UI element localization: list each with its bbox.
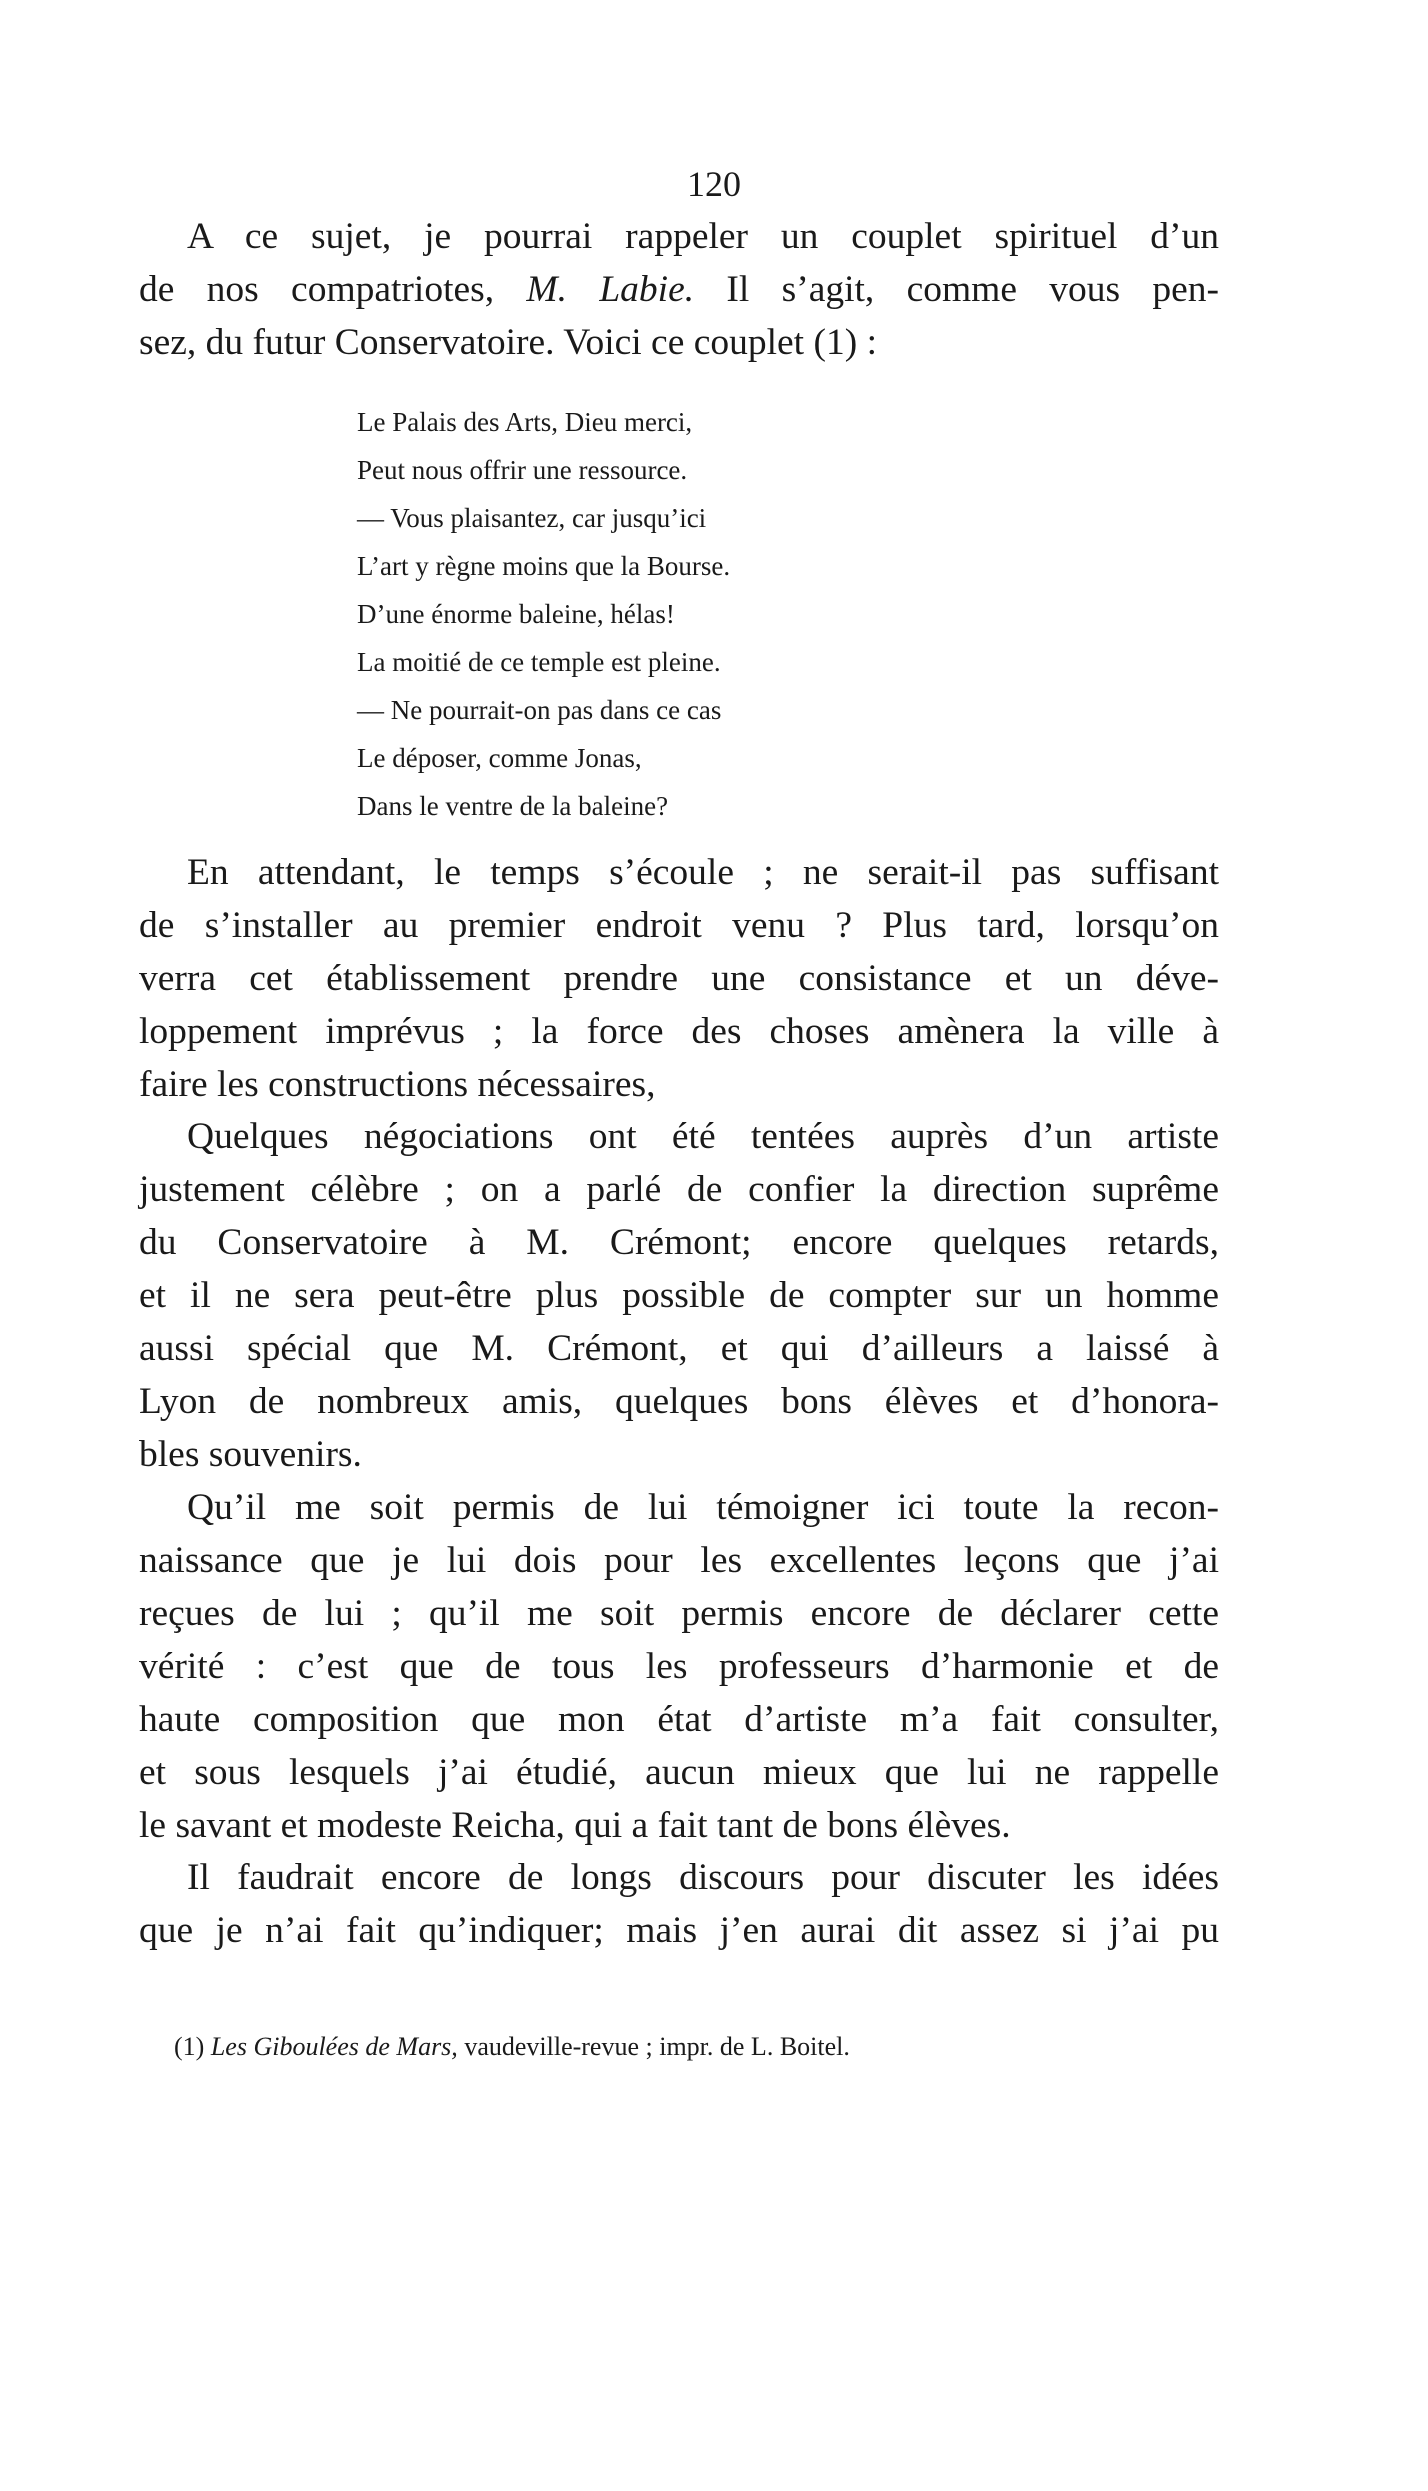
verse-couplet — [357, 398, 730, 830]
text-line: bles souvenirs. — [139, 1434, 362, 1475]
verse-line: Dans le ventre de la baleine? — [357, 791, 669, 821]
verse-line: Le Palais des Arts, Dieu merci, — [357, 407, 693, 437]
text-line: loppement imprévus ; la force des choses amènera la ville à — [139, 1011, 1219, 1052]
text-line: sez, du futur Conservatoire. Voici ce couplet (1) : — [139, 322, 877, 363]
text-line: aussi spécial que M. Crémont, et qui d’ailleurs a laissé à — [139, 1328, 1219, 1369]
paragraph-negociations — [139, 1110, 1219, 1481]
text-line: Il faudrait encore de longs discours pour discuter les idées — [187, 1857, 1219, 1898]
verse-line: — Ne pourrait-on pas dans ce cas — [357, 695, 722, 725]
text-line: du Conservatoire à M. Crémont; encore quelques retards, — [139, 1222, 1219, 1263]
verse-line: Peut nous offrir une ressource. — [357, 455, 688, 485]
paragraph-reconnaissance — [139, 1481, 1219, 1852]
text-line: verra cet établissement prendre une consistance et un déve- — [139, 958, 1219, 999]
text-line: justement célèbre ; on a parlé de confier la direction suprême — [139, 1169, 1219, 1210]
author-name: M. Labie. — [526, 269, 695, 310]
verse-line: Le déposer, comme Jonas, — [357, 743, 642, 773]
text-line: faire les constructions nécessaires, — [139, 1064, 656, 1105]
text-line: En attendant, le temps s’écoule ; ne serait-il pas suffisant — [187, 852, 1219, 893]
footnote-title: Les Giboulées de Mars, — [210, 2032, 458, 2061]
verse-line: — Vous plaisantez, car jusqu’ici — [357, 503, 707, 533]
text-line: et il ne sera peut-être plus possible de compter sur un homme — [139, 1275, 1219, 1316]
paragraph-intro — [139, 210, 1219, 369]
verse-line: D’une énorme baleine, hélas! — [357, 599, 675, 629]
text-line: Lyon de nombreux amis, quelques bons élèves et d’honora- — [139, 1381, 1219, 1422]
text-line: que je n’ai fait qu’indiquer; mais j’en aurai dit assez si j’ai pu — [139, 1910, 1219, 1951]
footnote-marker: (1) — [174, 2032, 205, 2061]
text-line: vérité : c’est que de tous les professeurs d’harmonie et de — [139, 1646, 1219, 1687]
text-line: de s’installer au premier endroit venu ? Plus tard, lorsqu’on — [139, 905, 1219, 946]
footnote — [174, 2029, 850, 2065]
footnote-text: vaudeville-revue ; impr. de L. Boitel. — [464, 2032, 850, 2061]
verse-line: La moitié de ce temple est pleine. — [357, 647, 721, 677]
text-line: Qu’il me soit permis de lui témoigner ici toute la recon- — [187, 1487, 1219, 1528]
page-number: 120 — [687, 164, 741, 204]
paragraph-attendant — [139, 846, 1219, 1111]
text-line: le savant et modeste Reicha, qui a fait tant de bons élèves. — [139, 1805, 1011, 1846]
text-line: naissance que je lui dois pour les excellentes leçons que j’ai — [139, 1540, 1219, 1581]
text-line: et sous lesquels j’ai étudié, aucun mieux que lui ne rappelle — [139, 1752, 1219, 1793]
text-line: A ce sujet, je pourrai rappeler un couplet spirituel d’un — [187, 216, 1219, 257]
paragraph-discours — [139, 1851, 1219, 1957]
text-line: reçues de lui ; qu’il me soit permis encore de déclarer cette — [139, 1593, 1219, 1634]
text-line: Quelques négociations ont été tentées auprès d’un artiste — [187, 1116, 1219, 1157]
text-line: de nos compatriotes, M. Labie. Il s’agit, comme vous pen- — [139, 269, 1220, 310]
text-line: haute composition que mon état d’artiste m’a fait consulter, — [139, 1699, 1219, 1740]
verse-line: L’art y règne moins que la Bourse. — [357, 551, 731, 581]
